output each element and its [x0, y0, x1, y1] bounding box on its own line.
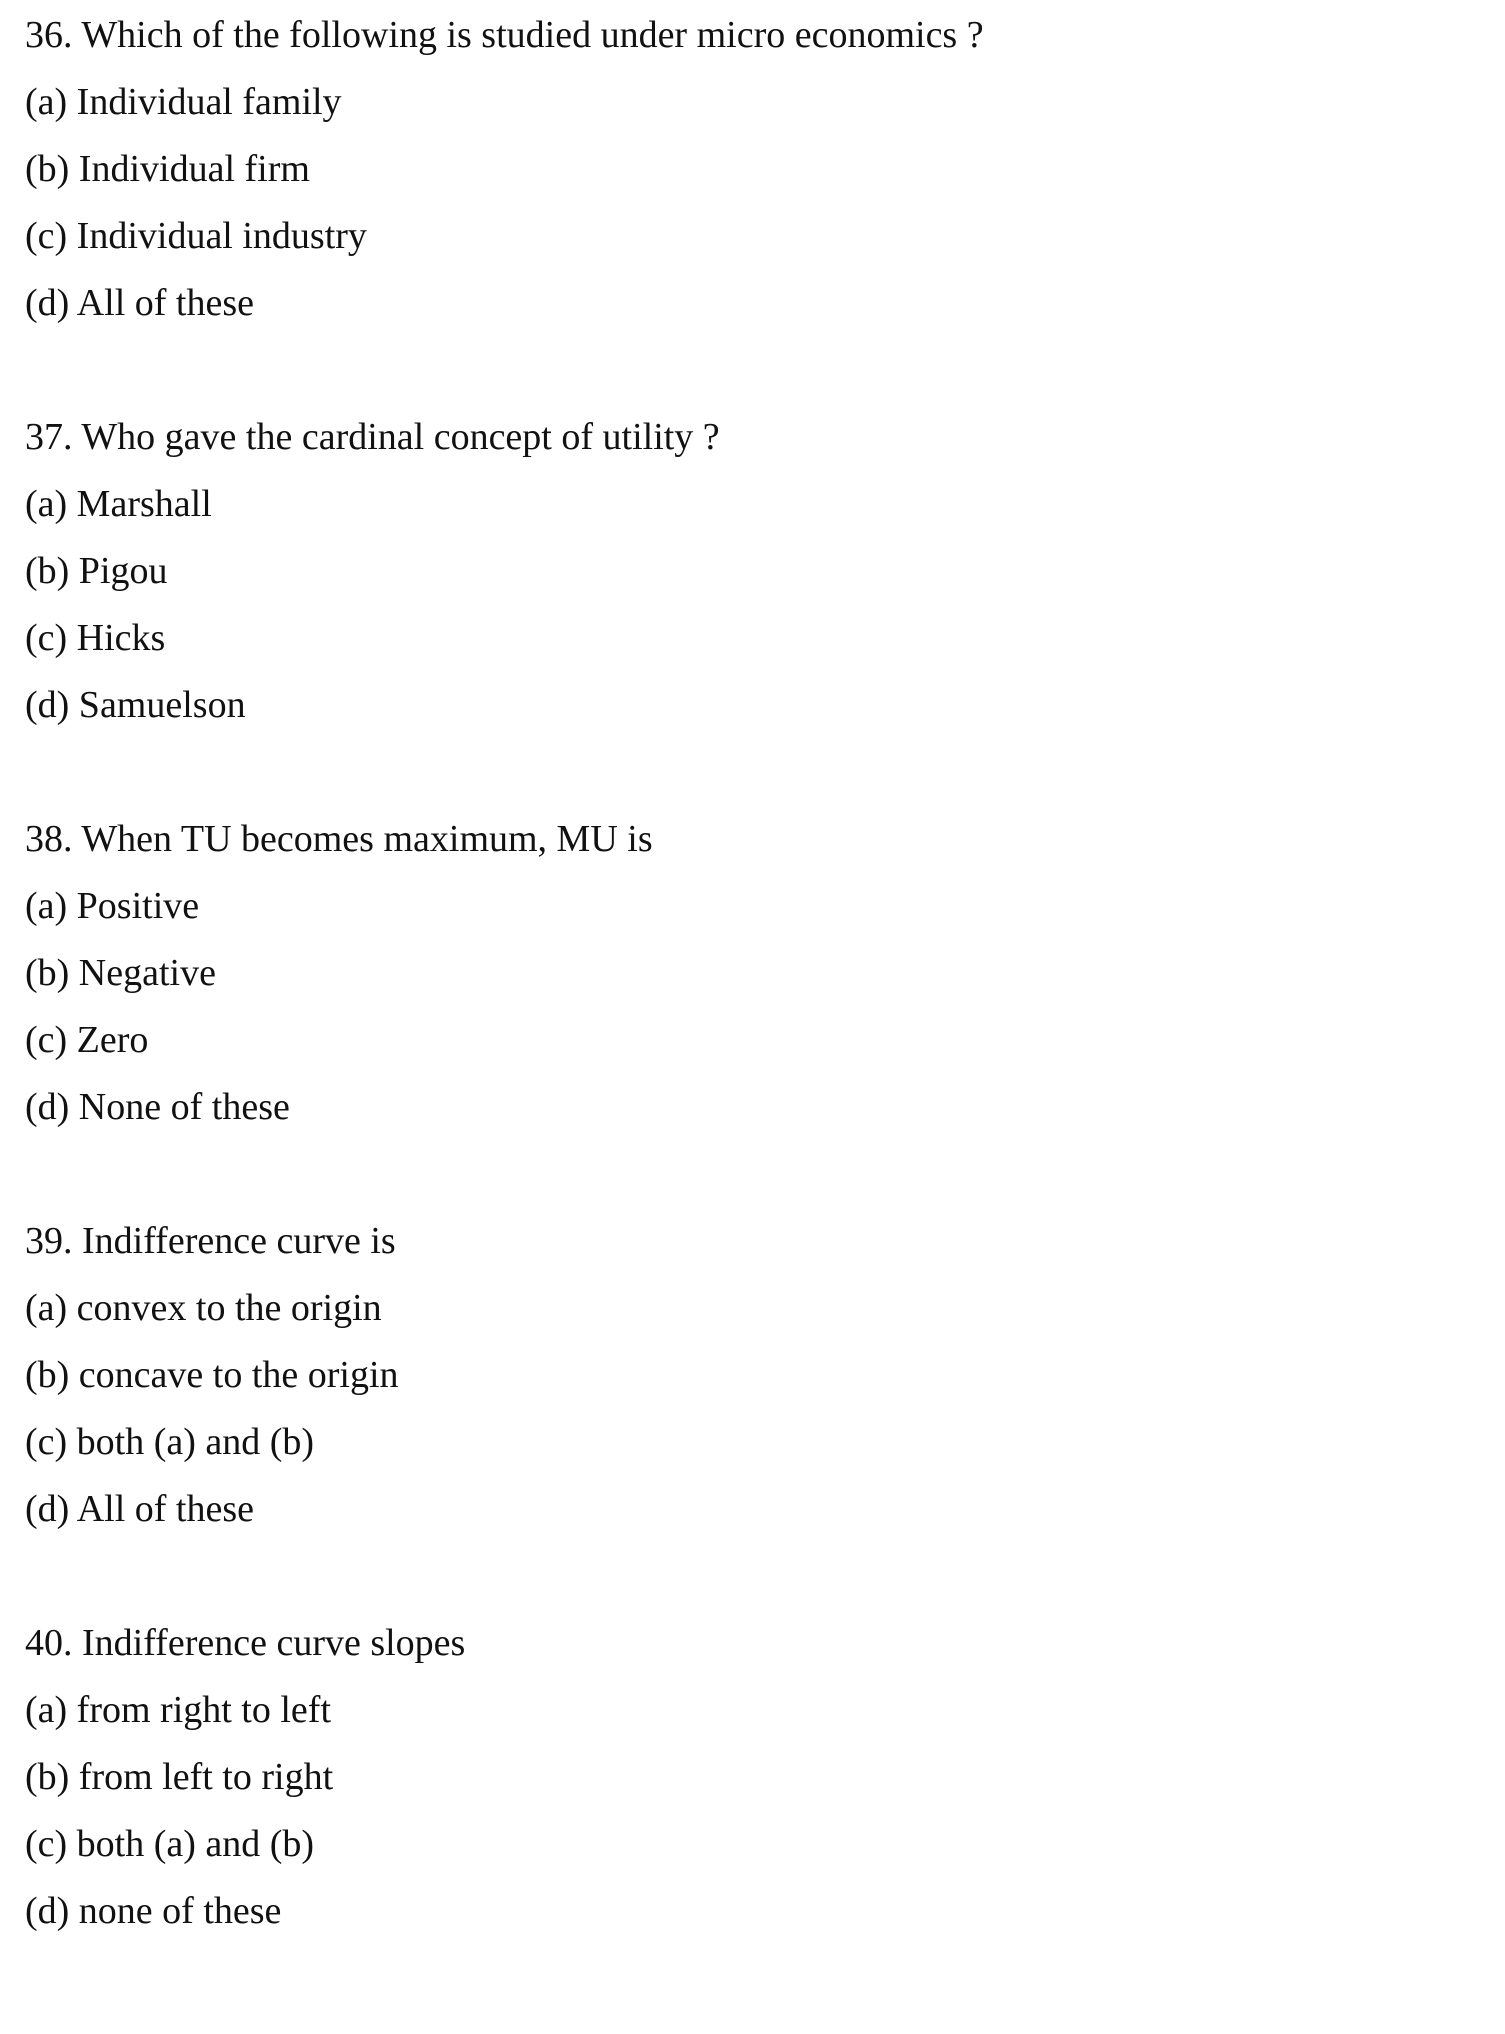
question-text: 37. Who gave the cardinal concept of utility ? [25, 416, 720, 458]
answer-option: (b) Negative [25, 952, 216, 994]
answer-option: (d) All of these [25, 282, 255, 324]
answer-option: (d) None of these [25, 1086, 290, 1128]
answer-option: (c) Zero [25, 1019, 149, 1061]
answer-option: (c) both (a) and (b) [25, 1823, 315, 1865]
question-block [25, 1610, 984, 1945]
question-text: 39. Indifference curve is [25, 1220, 396, 1262]
answer-option: (d) All of these [25, 1488, 255, 1530]
question-block [25, 806, 984, 1141]
answer-option: (b) Pigou [25, 550, 168, 592]
answer-option: (b) concave to the origin [25, 1354, 399, 1396]
question-page [25, 2, 984, 2012]
answer-option: (c) Individual industry [25, 215, 367, 257]
answer-option: (a) Marshall [25, 483, 212, 525]
question-text: 36. Which of the following is studied under micro economics ? [25, 14, 984, 56]
answer-option: (c) both (a) and (b) [25, 1421, 315, 1463]
answer-option: (d) Samuelson [25, 684, 246, 726]
answer-option: (a) Individual family [25, 81, 342, 123]
question-block [25, 2, 984, 337]
answer-option: (a) convex to the origin [25, 1287, 382, 1329]
question-block [25, 1208, 984, 1543]
question-text: 38. When TU becomes maximum, MU is [25, 818, 653, 860]
answer-option: (d) none of these [25, 1890, 282, 1932]
answer-option: (c) Hicks [25, 617, 166, 659]
question-block [25, 404, 984, 739]
answer-option: (a) Positive [25, 885, 200, 927]
answer-option: (a) from right to left [25, 1689, 332, 1731]
question-text: 40. Indifference curve slopes [25, 1622, 466, 1664]
answer-option: (b) Individual firm [25, 148, 310, 190]
answer-option: (b) from left to right [25, 1756, 334, 1798]
